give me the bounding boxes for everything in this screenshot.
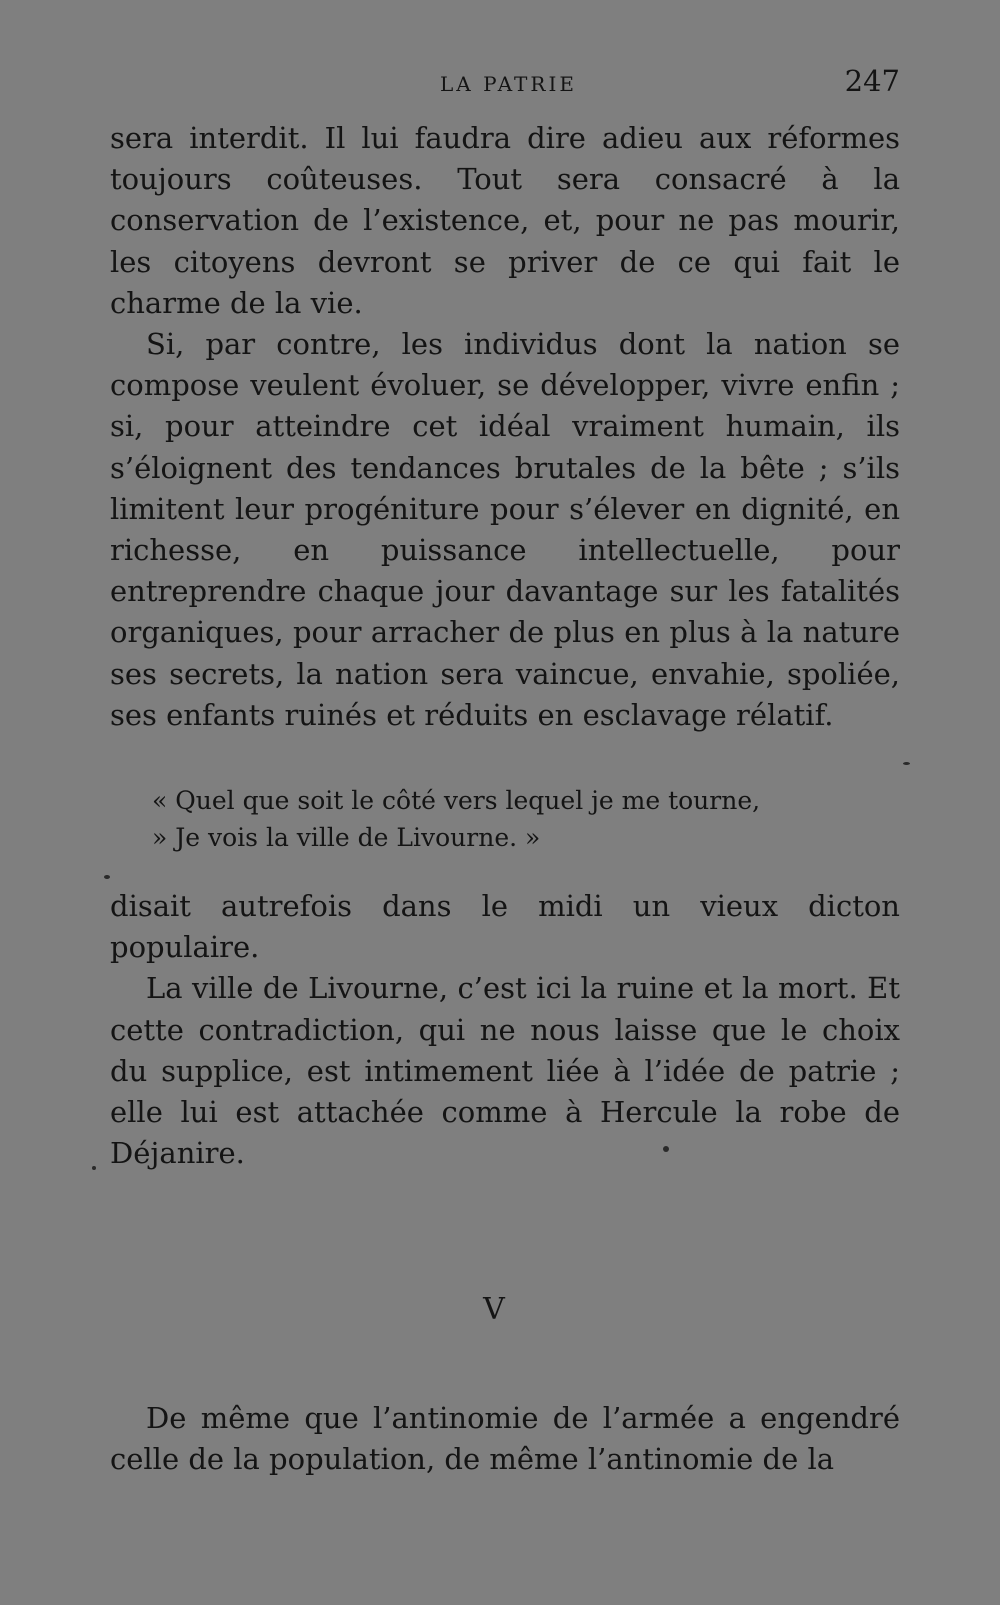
paragraph-antinomie: De même que l’antinomie de l’armée a engendré celle de la population, de même l’antinomie de la — [110, 1401, 900, 1477]
text-block-middle — [110, 886, 900, 1174]
running-header — [110, 64, 900, 104]
paragraph-dicton: disait autrefois dans le midi un vieux dicton populaire. — [110, 889, 900, 965]
print-speck — [903, 762, 910, 765]
text-block-bottom — [110, 1398, 900, 1480]
print-speck — [104, 875, 110, 879]
epigraph-quote — [152, 782, 872, 856]
page-number: 247 — [844, 64, 900, 98]
section-heading: V — [483, 1292, 505, 1327]
paragraph-livourne: La ville de Livourne, c’est ici la ruine et la mort. Et cette contradiction, qui ne nous laisse que le choix du supplice, est intimement liée à l’idée de patrie ; elle lui est attachée comme à Hercule la robe de Déjanire. — [110, 971, 900, 1171]
print-speck — [92, 1166, 96, 1170]
running-title: LA PATRIE — [440, 72, 577, 96]
paragraph-continuation: sera interdit. Il lui faudra dire adieu aux réformes toujours coûteuses. Tout sera consacré à la conservation de l’existence, et, pour ne pas mourir, les citoyens devront se priver de ce qui fait le charme de la vie. — [110, 121, 900, 320]
print-speck — [663, 1146, 669, 1152]
text-block-top — [110, 118, 900, 736]
epigraph-line-2: » Je vois la ville de Livourne. » — [152, 823, 541, 852]
paragraph-contraception: Si, par contre, les individus dont la nation se compose veulent évoluer, se développer, vivre enfin ; si, pour atteindre cet idéal vraiment humain, ils s’éloignent des tendances brutales de la bête ; s’ils limitent leur progéniture pour s’élever en dignité, en richesse, en puissance intellectuelle, pour entreprendre chaque jour davantage sur les fatalités organiques, pour arracher de plus en plus à la nature ses secrets, la nation sera vaincue, envahie, spoliée, ses enfants ruinés et réduits en esclavage rélatif. — [110, 327, 900, 732]
epigraph-line-1: « Quel que soit le côté vers lequel je me tourne, — [152, 786, 761, 815]
